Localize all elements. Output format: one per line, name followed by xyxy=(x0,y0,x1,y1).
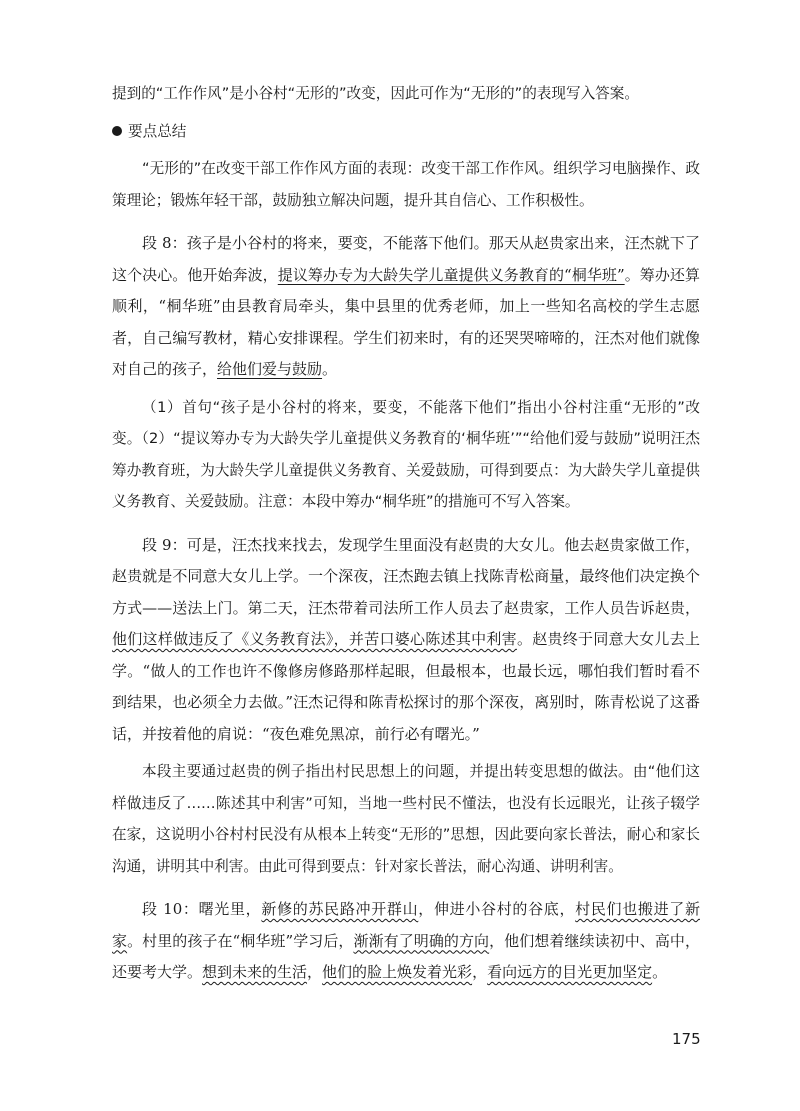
para8-text-3: 。 xyxy=(322,360,338,378)
paragraph-9 xyxy=(112,530,700,751)
document-body xyxy=(112,78,700,989)
para10-text-5: ， xyxy=(307,963,323,981)
bullet-icon xyxy=(112,126,122,136)
intro-sentence: 提到的“工作作风”是小谷村“无形的”改变，因此可作为“无形的”的表现写入答案。 xyxy=(112,85,639,102)
summary-text xyxy=(112,153,700,216)
para8-underline-1: 提议筹办专为大龄失学儿童提供义务教育的“桐华班” xyxy=(277,265,625,284)
para10-text-4: ，他们想着继续读初中、高中，还要考大学。 xyxy=(112,931,700,981)
analysis-9 xyxy=(112,756,700,882)
page-number: 175 xyxy=(672,1030,701,1048)
para10-text-7: 。 xyxy=(652,963,668,981)
analysis8-sentence: （1）首句“孩子是小谷村的将来，要变，不能落下他们”指出小谷村注重“无形的”改变。（2）“提议筹办专为大龄失学儿童提供义务教育的‘桐华班’”“给他们爱与鼓励”说明汪杰筹办教育班，为大龄失学儿童提供义务教育、关爱鼓励，可得到要点：为大龄失学儿童提供义务教育、关爱鼓励。注意：本段中筹办“桐华班”的措施可不写入答案。 xyxy=(112,398,700,510)
paragraph-8 xyxy=(112,228,700,386)
summary-sentence: “无形的”在改变干部工作作风方面的表现：改变干部工作作风。组织学习电脑操作、政策理论；锻炼年轻干部，鼓励独立解决问题，提升其自信心、工作积极性。 xyxy=(112,160,700,209)
summary-heading-line xyxy=(112,116,700,148)
intro-text xyxy=(112,78,700,110)
para10-wavy-underline-1: 新修的苏民路冲开群山 xyxy=(261,900,419,918)
para10-wavy-underline-6: 看向远方的目光更加坚定 xyxy=(487,963,653,981)
para10-text-6: ， xyxy=(472,963,488,981)
analysis9-sentence: 本段主要通过赵贵的例子指出村民思想上的问题，并提出转变思想的做法。由“他们这样做违反了……陈述其中利害”可知，当地一些村民不懂法，也没有长远眼光，让孩子辍学在家，这说明小谷村村民没有从根本上转变“无形的”思想，因此要向家长普法，耐心和家长沟通，讲明其中利害。由此可得到要点：针对家长普法，耐心沟通、讲明利害。 xyxy=(112,763,700,875)
para9-text-1: 段 9：可是，汪杰找来找去，发现学生里面没有赵贵的大女儿。他去赵贵家做工作，赵贵就是不同意大女儿上学。一个深夜，汪杰跑去镇上找陈青松商量，最终他们决定换个方式——送法上门。第二天，汪杰带着司法所工作人员去了赵贵家，工作人员告诉赵贵， xyxy=(112,535,700,617)
para10-wavy-underline-2: 村民们也搬进了新家 xyxy=(112,900,700,950)
paragraph-10 xyxy=(112,894,700,989)
para10-wavy-underline-3: 渐渐有了明确的方向 xyxy=(353,931,490,950)
para9-wavy-underline-1: 他们这样做违反了《义务教育法》，并苦口婆心陈述其中利害 xyxy=(112,630,517,648)
para10-text-2: ，伸进小谷村的谷底， xyxy=(418,900,576,918)
para10-wavy-underline-5: 他们的脸上焕发着光彩 xyxy=(322,963,473,981)
para8-text-2: 。筹办还算顺利，“桐华班”由县教育局牵头，集中县里的优秀老师，加上一些知名高校的学生志愿者，自己编写教材，精心安排课程。学生们初来时，有的还哭哭啼啼的，汪杰对他们就像对自己的孩子， xyxy=(112,265,700,378)
para10-text-3: 。村里的孩子在“桐华班”学习后， xyxy=(127,931,354,950)
para9-text-2: 。赵贵终于同意大女儿去上学。“做人的工作也许不像修房修路那样起眼，但最根本，也最长远，哪怕我们暂时看不到结果，也必须全力去做。”汪杰记得和陈青松探讨的那个深夜，离别时，陈青松说了这番话，并按着他的肩说：“夜色难免黑凉，前行必有曙光。” xyxy=(112,630,700,743)
para10-text-1: 段 10：曙光里， xyxy=(142,900,262,918)
para10-wavy-underline-4: 想到未来的生活 xyxy=(202,963,308,981)
para8-underline-2: 给他们爱与鼓励 xyxy=(217,360,323,378)
analysis-8 xyxy=(112,392,700,518)
para8-text-1: 段 8：孩子是小谷村的将来，要变，不能落下他们。那天从赵贵家出来，汪杰就下了这个决心。他开始奔波， xyxy=(112,234,700,284)
summary-heading: 要点总结 xyxy=(128,122,187,140)
